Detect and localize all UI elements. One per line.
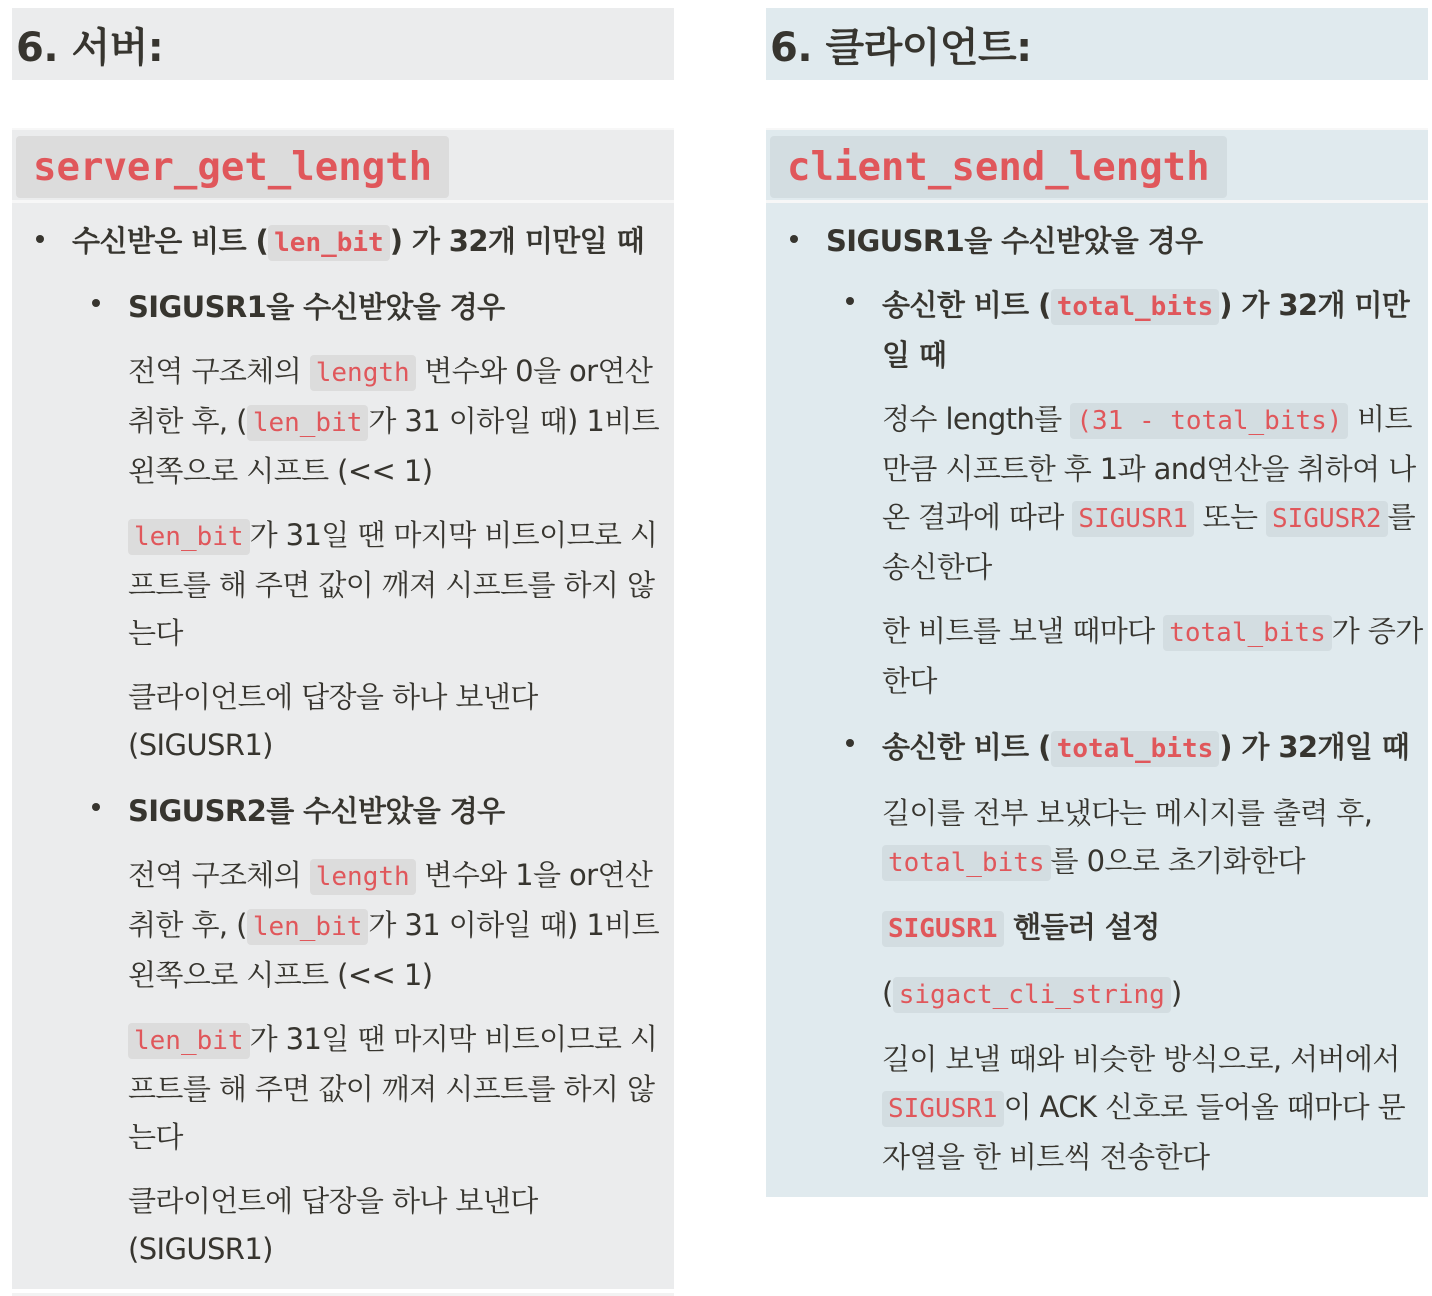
inline-code: SIGUSR1 [1072,501,1194,537]
inline-code: len_bit [247,405,369,441]
inline-code: len_bit [128,519,250,555]
server-column [12,0,674,1296]
client-sub1-title: 송신한 비트 ( total_bits ) 가 32개 미만일 때 [882,288,1410,372]
server-sigusr1-item [12,275,674,779]
client-sub-less-than-32 [766,273,1428,715]
server-sigusr2-para2: len_bit 가 31일 땐 마지막 비트이므로 시프트를 해 주면 값이 깨져 시프트를 하지 않는다 [128,1022,658,1154]
client-body [766,203,1428,1197]
server-sigusr2-para3: 클라이언트에 답장을 하나 보낸다 (SIGUSR1) [128,1184,538,1266]
inline-code: len_bit [268,225,390,261]
client-function-bar [766,128,1428,203]
client-item-sigusr1 [766,209,1428,273]
inline-code: length [310,355,416,391]
bullet-icon [92,803,100,811]
server-sigusr2-para1: 전역 구조체의 length 변수와 1을 or연산 취한 후, ( len_bit 가 31 이하일 때) 1비트 왼쪽으로 시프트 (<< 1) [128,858,660,992]
bullet-icon [92,299,100,307]
server-item-title: 수신받은 비트 ( len_bit ) 가 32개 미만일 때 [72,209,674,275]
bullet-icon [790,235,798,243]
server-heading: 6. 서버: [12,8,674,80]
server-sigusr1-para3: 클라이언트에 답장을 하나 보낸다 (SIGUSR1) [128,680,538,762]
client-sub2-para1: 길이를 전부 보냈다는 메시지를 출력 후, total_bits 를 0으로 초기화한다 [882,783,1428,897]
inline-code: len_bit [247,909,369,945]
inline-code: total_bits [1051,289,1220,325]
client-sub-equals-32 [766,715,1428,1191]
server-function-name: server_get_length [16,136,449,198]
inline-code: SIGUSR1 [882,1091,1004,1127]
client-sub1-para2: 한 비트를 보낼 때마다 total_bits 가 증가한다 [882,614,1423,698]
client-sub2-para4: 길이 보낼 때와 비슷한 방식으로, 서버에서 SIGUSR1 이 ACK 신호로 들어올 때마다 문자열을 한 비트씩 전송한다 [882,1042,1406,1174]
inline-code: total_bits [1163,615,1332,651]
bullet-icon [846,297,854,305]
client-sub1-para1: 정수 length를 (31 - total_bits) 비트만큼 시프트한 후 1과 and연산을 취하여 나온 결과에 따라 SIGUSR1 또는 SIGUSR2 를 송신한다 [882,402,1416,584]
inline-code: (31 - total_bits) [1070,403,1348,439]
inline-code: total_bits [882,845,1051,881]
server-item-len-bit [12,209,674,275]
server-sigusr2-item [12,779,674,1283]
inline-code: sigact_cli_string [893,977,1171,1013]
server-sigusr1-para1: 전역 구조체의 length 변수와 0을 or연산 취한 후, ( len_bit 가 31 이하일 때) 1비트 왼쪽으로 시프트 (<< 1) [128,354,660,488]
client-column [766,0,1428,1197]
client-sub2-para2: SIGUSR1 핸들러 설정 [882,897,1428,963]
inline-code: len_bit [128,1023,250,1059]
bullet-icon [36,235,44,243]
client-function-name: client_send_length [770,136,1227,198]
server-sigusr2-title: SIGUSR2를 수신받았을 경우 [128,794,505,828]
inline-code: length [310,859,416,895]
client-heading: 6. 클라이언트: [766,8,1428,80]
server-body [12,203,674,1289]
bullet-icon [846,739,854,747]
server-function-bar [12,128,674,203]
server-sigusr1-title: SIGUSR1을 수신받았을 경우 [128,290,505,324]
inline-code: SIGUSR2 [1266,501,1388,537]
inline-code: total_bits [1051,731,1220,767]
server-sigusr1-para2: len_bit 가 31일 땐 마지막 비트이므로 시프트를 해 주면 값이 깨져 시프트를 하지 않는다 [128,518,658,650]
inline-code: SIGUSR1 [882,911,1004,947]
client-sub2-title: 송신한 비트 ( total_bits ) 가 32개일 때 [882,715,1428,783]
client-item-title: SIGUSR1을 수신받았을 경우 [826,224,1203,258]
client-sub2-para3: ( sigact_cli_string ) [882,963,1428,1029]
